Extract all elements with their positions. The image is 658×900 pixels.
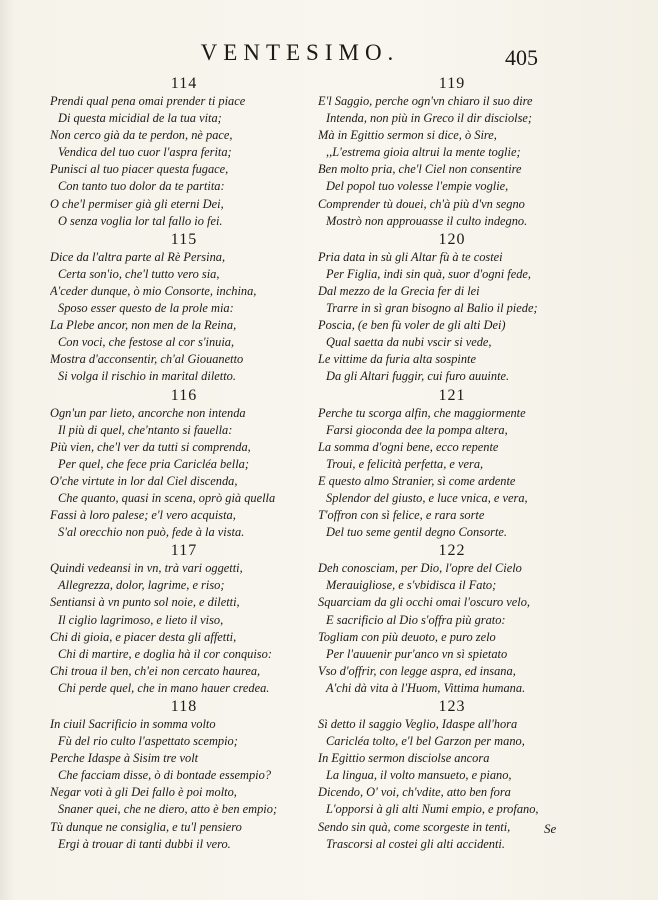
verse-line: Di questa micidial de la tua vita; xyxy=(58,111,222,126)
stanza xyxy=(50,74,318,230)
verse-line: Ben molto pria, che'l Ciel non consentire xyxy=(318,162,522,177)
verse-line: Ergi à trouar di tanti dubbi il vero. xyxy=(58,836,231,851)
verse-line: Splendor del giusto, e luce vnica, e vera, xyxy=(326,490,528,505)
verse-line: Chi di martire, e doglia hà il cor conquiso: xyxy=(58,646,272,661)
verse-line: Mostra d'acconsentir, ch'al Giouanetto xyxy=(50,352,244,367)
verse-line: L'opporsi à gli alti Numi empio, e profano, xyxy=(326,802,539,817)
verse-line: Per l'auuenir pur'anco vn sì spietato xyxy=(326,646,508,661)
page-title: VENTESIMO. xyxy=(200,40,400,65)
verse-line: Troui, e felicità perfetta, e vera, xyxy=(326,456,484,471)
verse-line: Perche Idaspe à Sisim tre volt xyxy=(50,751,199,766)
verse-line: ,,L'estrema gioia altrui la mente toglie; xyxy=(326,145,521,160)
verse-line: Sposo esser questo de la prole mia: xyxy=(58,301,234,316)
verse-line: Sì detto il saggio Veglio, Idaspe all'hora xyxy=(318,717,518,731)
verse-line: Dicendo, O' voi, ch'vdite, atto ben fora xyxy=(318,785,511,800)
stanza-number: 114 xyxy=(170,75,198,92)
verse-line: Per quel, che fece pria Caricléa bella; xyxy=(58,456,249,471)
verse-line: Del popol tuo volesse l'empie voglie, xyxy=(326,179,509,194)
stanza-number: 116 xyxy=(170,386,198,404)
stanza-number: 115 xyxy=(170,230,198,248)
verse-line: Chi di gioia, e piacer desta gli affetti, xyxy=(50,629,237,644)
verse-line: Mà in Egittio sermon si dice, ò Sire, xyxy=(318,128,497,143)
verse-line: Non cerco già da te perdon, nè pace, xyxy=(50,128,233,143)
verse-line: Certa son'io, che'l tutto vero sia, xyxy=(58,266,220,281)
stanza-number: 123 xyxy=(438,698,466,715)
verse-line: Squarciam da gli occhi omai l'oscuro velo, xyxy=(318,595,530,610)
stanza xyxy=(50,386,318,542)
stanza xyxy=(318,386,586,542)
verse-line: La somma d'ogni bene, ecco repente xyxy=(318,439,499,454)
verse-line: Qual saetta da nubi vscir si vede, xyxy=(326,335,492,350)
stanza-number: 117 xyxy=(170,542,198,560)
verse-line: Con tanto tuo dolor da te partita: xyxy=(58,179,225,194)
verse-line: Mostrò non approuasse il culto indegno. xyxy=(326,213,528,228)
verse-line: Quindi vedeansi in vn, trà vari oggetti, xyxy=(50,561,243,576)
verse-line: Il più di quel, che'ntanto si fauella: xyxy=(58,422,233,437)
verse-line: E sacrificio al Dio s'offra più grato: xyxy=(326,612,506,627)
verse-line: E questo almo Stranier, sì come ardente xyxy=(318,473,516,488)
verse-line: S'al orecchio non può, fede à la vista. xyxy=(58,525,245,540)
verse-line: Dice da l'altra parte al Rè Persina, xyxy=(50,249,226,264)
verse-line: Merauigliose, e s'vbidisca il Fato; xyxy=(326,578,497,593)
verse-line: Togliam con più deuoto, e puro zelo xyxy=(318,629,496,644)
verse-line: Vso d'offrir, con legge aspra, ed insana, xyxy=(318,663,516,678)
verse-line: La Plebe ancor, non men de la Reina, xyxy=(50,318,237,333)
verse-line: Prendi qual pena omai prender ti piace xyxy=(50,94,246,108)
verse-line: Caricléa tolto, e'l bel Garzon per mano, xyxy=(326,734,525,749)
stanza-number: 118 xyxy=(170,698,198,715)
verse-line: O senza voglia lor tal fallo io fei. xyxy=(58,213,223,228)
verse-line: Che quanto, quasi in scena, oprò già quella xyxy=(58,490,276,505)
stanza-number: 122 xyxy=(438,542,466,560)
stanza xyxy=(318,74,586,230)
verse-line: A'ceder dunque, ò mio Consorte, inchina, xyxy=(50,283,257,298)
verse-line: Trarre in sì gran bisogno al Balio il piede; xyxy=(326,301,538,316)
verse-line: Le vittime da furia alta sospinte xyxy=(318,352,476,367)
stanza xyxy=(50,230,318,386)
verse-line: Sentiansi à vn punto sol noie, e diletti, xyxy=(50,595,240,610)
verse-line: Perche tu scorga alfin, che maggiormente xyxy=(318,405,526,420)
verse-line: O'che virtute in lor dal Ciel discenda, xyxy=(50,473,238,488)
stanza-number: 119 xyxy=(438,75,466,92)
stanza xyxy=(50,697,318,853)
verse-line: Farsi gioconda dee la pompa altera, xyxy=(326,422,508,437)
stanza-number: 120 xyxy=(438,230,466,248)
page-number: 405 xyxy=(505,45,538,70)
verse-line: Chi troua il ben, ch'ei non cercato haurea, xyxy=(50,663,261,678)
verse-line: Da gli Altari fuggir, cui furo auuinte. xyxy=(326,369,510,384)
verse-line: Con voci, che festose al cor s'inuia, xyxy=(58,335,235,350)
stanza xyxy=(318,541,586,697)
verse-line: Per Figlia, indi sin quà, suor d'ogni fede, xyxy=(326,266,532,281)
verse-line: Il ciglio lagrimoso, e lieto il viso, xyxy=(58,612,224,627)
stanza-number: 121 xyxy=(438,386,466,404)
verse-line: Allegrezza, dolor, lagrime, e riso; xyxy=(58,578,225,593)
verse-line: Deh conosciam, per Dio, l'opre del Cielo xyxy=(318,561,522,576)
stanza xyxy=(318,230,586,386)
verse-line: In Egittio sermon disciolse ancora xyxy=(318,751,490,766)
verse-line: Fù del rio culto l'aspettato scempio; xyxy=(58,734,238,749)
verse-line: Più vien, che'l ver da tutti si comprenda, xyxy=(50,439,251,454)
verse-line: La lingua, il volto mansueto, e piano, xyxy=(326,768,512,783)
verse-line: O che'l permiser già gli eterni Dei, xyxy=(50,196,224,211)
verse-line: Si volga il rischio in marital diletto. xyxy=(58,369,236,384)
verse-line: In ciuil Sacrificio in somma volto xyxy=(50,717,216,731)
verse-line: Punisci al tuo piacer questa fugace, xyxy=(50,162,229,177)
verse-line: Trascorsi al costei gli alti accidenti. xyxy=(326,836,505,851)
verse-line: Ogn'un par lieto, ancorche non intenda xyxy=(50,405,246,420)
verse-line: Negar voti à gli Dei fallo è poi molto, xyxy=(50,785,237,800)
verse-line: Snaner quei, che ne diero, atto è ben empio; xyxy=(58,802,278,817)
right-column xyxy=(318,74,586,853)
verse-line: Fassi à loro palese; e'l vero acquista, xyxy=(50,508,236,523)
verse-line: A'chi dà vita à l'Huom, Vittima humana. xyxy=(326,680,526,695)
verse-line: Intenda, non più in Greco il dir disciolse; xyxy=(326,111,533,126)
left-column xyxy=(50,74,318,853)
verse-line: Del tuo seme gentil degno Consorte. xyxy=(326,525,508,540)
verse-line: Dal mezzo de la Grecia fer di lei xyxy=(318,283,480,298)
verse-line: Che facciam disse, ò di bontade essempio? xyxy=(58,768,272,783)
verse-line: Pria data in sù gli Altar fù à te costei xyxy=(318,249,503,264)
verse-line: Vendica del tuo cuor l'aspra ferita; xyxy=(58,145,232,160)
verse-line: E'l Saggio, perche ogn'vn chiaro il suo dire xyxy=(318,94,533,108)
verse-line: Chi perde quel, che in mano hauer credea. xyxy=(58,680,270,695)
catchword: Se xyxy=(544,821,557,836)
verse-line: Comprender tù douei, ch'à più d'vn segno xyxy=(318,196,525,211)
verse-line: T'offron con sì felice, e rara sorte xyxy=(318,508,485,523)
verse-line: Tù dunque ne consiglia, e tu'l pensiero xyxy=(50,819,242,834)
verse-line: Sendo sin quà, come scorgeste in tenti, xyxy=(318,819,511,834)
stanza xyxy=(50,541,318,697)
verse-line: Poscia, (e ben fù voler de gli alti Dei) xyxy=(318,318,506,333)
